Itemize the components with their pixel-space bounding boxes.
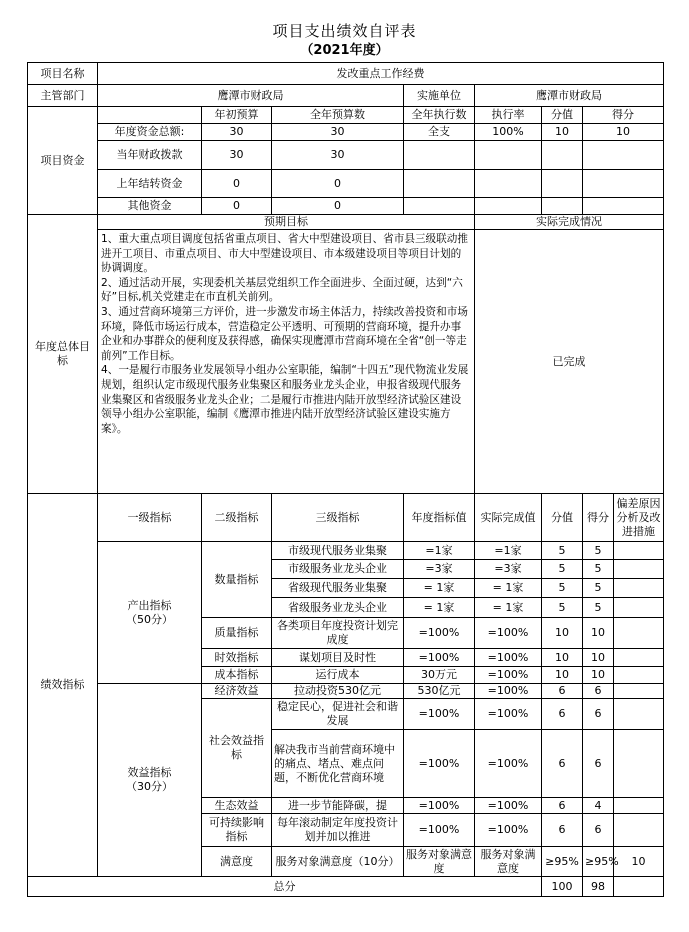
- indicator-score: 10: [583, 618, 614, 649]
- indicator-actual: =100%: [475, 699, 542, 730]
- page-title: 项目支出绩效自评表: [272, 22, 417, 40]
- funds-row-score: [583, 198, 664, 215]
- indicator-level3: 进一步节能降碳，提: [272, 798, 404, 814]
- satisfaction-actual: ≥95%: [583, 847, 614, 877]
- funds-row-score: [583, 170, 664, 198]
- indicator-target: 30万元: [404, 667, 475, 684]
- indicator-deviation: [614, 699, 664, 730]
- indicator-points: 6: [542, 798, 583, 814]
- indicator-level2: 社会效益指标: [202, 699, 272, 798]
- page-subtitle: （2021年度）: [300, 43, 389, 58]
- satisfaction-target: ≥95%: [542, 847, 583, 877]
- indicator-points: 10: [542, 649, 583, 667]
- project-name-label: 项目名称: [28, 63, 98, 85]
- perf-header-target: 年度指标值: [404, 494, 475, 542]
- indicator-target: =100%: [404, 618, 475, 649]
- perf-header-score: 得分: [583, 494, 614, 542]
- funds-row-executed: [404, 170, 475, 198]
- indicator-actual: =3家: [475, 560, 542, 579]
- funds-header-annual: 全年预算数: [272, 107, 404, 124]
- indicator-deviation: [614, 798, 664, 814]
- funds-row: [28, 124, 664, 141]
- indicator-deviation: [614, 730, 664, 798]
- indicator-target: =100%: [404, 814, 475, 847]
- indicator-score: 6: [583, 699, 614, 730]
- total-row: [28, 877, 664, 897]
- indicator-level2: 数量指标: [202, 542, 272, 618]
- indicator-level3: 市级现代服务业集聚: [272, 542, 404, 560]
- indicator-actual: =100%: [475, 798, 542, 814]
- funds-row: [28, 170, 664, 198]
- indicator-target: =3家: [404, 560, 475, 579]
- indicator-level3: 稳定民心，促进社会和谐发展: [272, 699, 404, 730]
- perf-header-level1: 一级指标: [98, 494, 202, 542]
- goals-expected-header: 预期目标: [98, 215, 475, 230]
- funds-row-annual: 30: [272, 141, 404, 170]
- indicator-deviation: [614, 579, 664, 598]
- indicator-level3: 各类项目年度投资计划完成度: [272, 618, 404, 649]
- indicator-deviation: [614, 667, 664, 684]
- indicator-score: 6: [583, 730, 614, 798]
- funds-row-label: 当年财政拨款: [98, 141, 202, 170]
- funds-row-label: 年度资金总额:: [98, 124, 202, 141]
- funds-header-points: 分值: [542, 107, 583, 124]
- indicator-actual: = 1家: [475, 598, 542, 618]
- funds-section-label: 项目资金: [28, 107, 98, 215]
- indicator-level3: 运行成本: [272, 667, 404, 684]
- indicator-level2: 成本指标: [202, 667, 272, 684]
- indicator-deviation: [614, 560, 664, 579]
- indicator-score: 6: [583, 814, 614, 847]
- indicator-target: 530亿元: [404, 684, 475, 699]
- indicator-level3: 拉动投资530亿元: [272, 684, 404, 699]
- indicator-score: 10: [583, 667, 614, 684]
- indicator-target: =100%: [404, 649, 475, 667]
- goals-expected-text: [98, 230, 475, 494]
- indicator-level3: 谋划项目及时性: [272, 649, 404, 667]
- indicator-actual: =1家: [475, 542, 542, 560]
- performance-section-label: 绩效指标: [28, 494, 98, 877]
- indicator-score: 5: [583, 542, 614, 560]
- funds-row-score: 10: [583, 124, 664, 141]
- dept-label: 主管部门: [28, 85, 98, 107]
- indicator-actual: =100%: [475, 814, 542, 847]
- evaluation-table: [27, 62, 664, 897]
- indicator-level2: 经济效益: [202, 684, 272, 699]
- perf-header-actual: 实际完成值: [475, 494, 542, 542]
- funds-row-annual: 0: [272, 170, 404, 198]
- funds-row-rate: 100%: [475, 124, 542, 141]
- funds-row-executed: [404, 198, 475, 215]
- funds-row-initial: 30: [202, 124, 272, 141]
- goal-item: 2、通过活动开展，实现委机关基层党组织工作全面进步、全面过硬，达到“六好”目标,机关党建走在市直机关前列。: [101, 276, 463, 304]
- indicator-row: [28, 542, 664, 560]
- impl-label: 实施单位: [404, 85, 475, 107]
- goal-item: 1、重大重点项目调度包括省重点项目、省大中型建设项目、省市县三级联动推进开工项目、市重点项目、市大中型建设项目、市本级建设项目等项目计划的协调调度。: [101, 233, 468, 275]
- indicator-level3: 省级服务业龙头企业: [272, 598, 404, 618]
- indicator-row: [28, 684, 664, 699]
- indicator-points: 5: [542, 579, 583, 598]
- indicator-score: 5: [583, 579, 614, 598]
- indicator-points: 6: [542, 699, 583, 730]
- goal-item: 3、通过营商环境第三方评价，进一步激发市场主体活力，持续改善投资和市场环境，降低市场运行成本，营造稳定公平透明、可预期的营商环境，提升办事企业和办事群众的便利度及获得感，确保实现鹰潭市营商环境在全省“创一等走前列”工作目标。: [101, 305, 468, 362]
- indicator-deviation: [614, 814, 664, 847]
- indicator-points: 10: [542, 618, 583, 649]
- indicator-actual: = 1家: [475, 579, 542, 598]
- indicator-score: 10: [583, 649, 614, 667]
- output-indicator-label: 产出指标 （50分）: [98, 542, 202, 684]
- indicator-points: 6: [542, 730, 583, 798]
- perf-header-points: 分值: [542, 494, 583, 542]
- funds-row-points: [542, 170, 583, 198]
- dept-value: 鹰潭市财政局: [98, 85, 404, 107]
- funds-blank-header: [98, 107, 202, 124]
- goals-section-label: 年度总体目标: [28, 215, 98, 494]
- indicator-points: 6: [542, 684, 583, 699]
- funds-row-points: [542, 141, 583, 170]
- goal-item: 4、一是履行市服务业发展领导小组办公室职能，编制“十四五”现代物流业发展规划，组织认定市级现代服务业集聚区和服务业龙头企业，申报省级现代服务业集聚区和省级服务业龙头企业；二是履行市推进内陆开放型经济试验区建设领导小组办公室职能，编制《鹰潭市推进内陆开放型经济试验区建设实施方案》。: [101, 364, 469, 435]
- funds-header-rate: 执行率: [475, 107, 542, 124]
- indicator-deviation: [614, 649, 664, 667]
- funds-row-initial: 0: [202, 170, 272, 198]
- indicator-actual: =100%: [475, 667, 542, 684]
- indicator-level2: 质量指标: [202, 618, 272, 649]
- funds-row-rate: [475, 198, 542, 215]
- perf-header-level3: 三级指标: [272, 494, 404, 542]
- funds-row-executed: [404, 141, 475, 170]
- indicator-target: =100%: [404, 730, 475, 798]
- indicator-points: 5: [542, 560, 583, 579]
- indicator-level2: 时效指标: [202, 649, 272, 667]
- indicator-actual: =100%: [475, 730, 542, 798]
- funds-header-score: 得分: [583, 107, 664, 124]
- total-deviation: [614, 877, 664, 897]
- indicator-target: =100%: [404, 699, 475, 730]
- satisfaction-level3: 服务对象满意度: [475, 847, 542, 877]
- indicator-actual: =100%: [475, 618, 542, 649]
- indicator-level3: 省级现代服务业集聚: [272, 579, 404, 598]
- indicator-level3: 市级服务业龙头企业: [272, 560, 404, 579]
- indicator-deviation: [614, 542, 664, 560]
- indicator-points: 5: [542, 598, 583, 618]
- indicator-level3: 解决我市当前营商环境中的痛点、堵点、难点问题，不断优化营商环境: [272, 730, 404, 798]
- indicator-actual: =100%: [475, 649, 542, 667]
- indicator-target: = 1家: [404, 579, 475, 598]
- funds-row-annual: 30: [272, 124, 404, 141]
- indicator-points: 6: [542, 814, 583, 847]
- total-score: 98: [583, 877, 614, 897]
- indicator-level2: 生态效益: [202, 798, 272, 814]
- indicator-score: 5: [583, 560, 614, 579]
- total-points: 100: [542, 877, 583, 897]
- goals-actual-header: 实际完成情况: [475, 215, 664, 230]
- satisfaction-points: 10: [614, 847, 664, 877]
- indicator-target: = 1家: [404, 598, 475, 618]
- indicator-deviation: [614, 684, 664, 699]
- satisfaction-section-label: 满意度: [202, 847, 272, 877]
- benefit-indicator-label: 效益指标 （30分）: [98, 684, 202, 877]
- satisfaction-level1: 服务对象满意度（10分）: [272, 847, 404, 877]
- funds-row: [28, 141, 664, 170]
- satisfaction-level2: 服务对象满意度: [404, 847, 475, 877]
- indicator-points: 5: [542, 542, 583, 560]
- funds-header-initial: 年初预算: [202, 107, 272, 124]
- funds-row-initial: 0: [202, 198, 272, 215]
- funds-header-executed: 全年执行数: [404, 107, 475, 124]
- funds-row-executed: 全支: [404, 124, 475, 141]
- perf-header-deviation: 偏差原因分析及改进措施: [614, 494, 664, 542]
- funds-row-label: 其他资金: [98, 198, 202, 215]
- indicator-score: 5: [583, 598, 614, 618]
- indicator-target: =100%: [404, 798, 475, 814]
- indicator-level3: 每年滚动制定年度投资计划并加以推进: [272, 814, 404, 847]
- funds-row-points: 10: [542, 124, 583, 141]
- indicator-score: 6: [583, 684, 614, 699]
- funds-row-rate: [475, 170, 542, 198]
- indicator-deviation: [614, 618, 664, 649]
- funds-row: [28, 198, 664, 215]
- funds-row-annual: 0: [272, 198, 404, 215]
- funds-row-score: [583, 141, 664, 170]
- project-name: 发改重点工作经费: [98, 63, 664, 85]
- indicator-target: =1家: [404, 542, 475, 560]
- goals-actual-value: 已完成: [475, 230, 664, 494]
- funds-row-initial: 30: [202, 141, 272, 170]
- indicator-deviation: [614, 598, 664, 618]
- funds-row-rate: [475, 141, 542, 170]
- funds-row-label: 上年结转资金: [98, 170, 202, 198]
- perf-header-level2: 二级指标: [202, 494, 272, 542]
- impl-value: 鹰潭市财政局: [475, 85, 664, 107]
- indicator-actual: =100%: [475, 684, 542, 699]
- indicator-score: 4: [583, 798, 614, 814]
- indicator-level2: 可持续影响指标: [202, 814, 272, 847]
- funds-row-points: [542, 198, 583, 215]
- total-label: 总分: [28, 877, 542, 897]
- indicator-points: 10: [542, 667, 583, 684]
